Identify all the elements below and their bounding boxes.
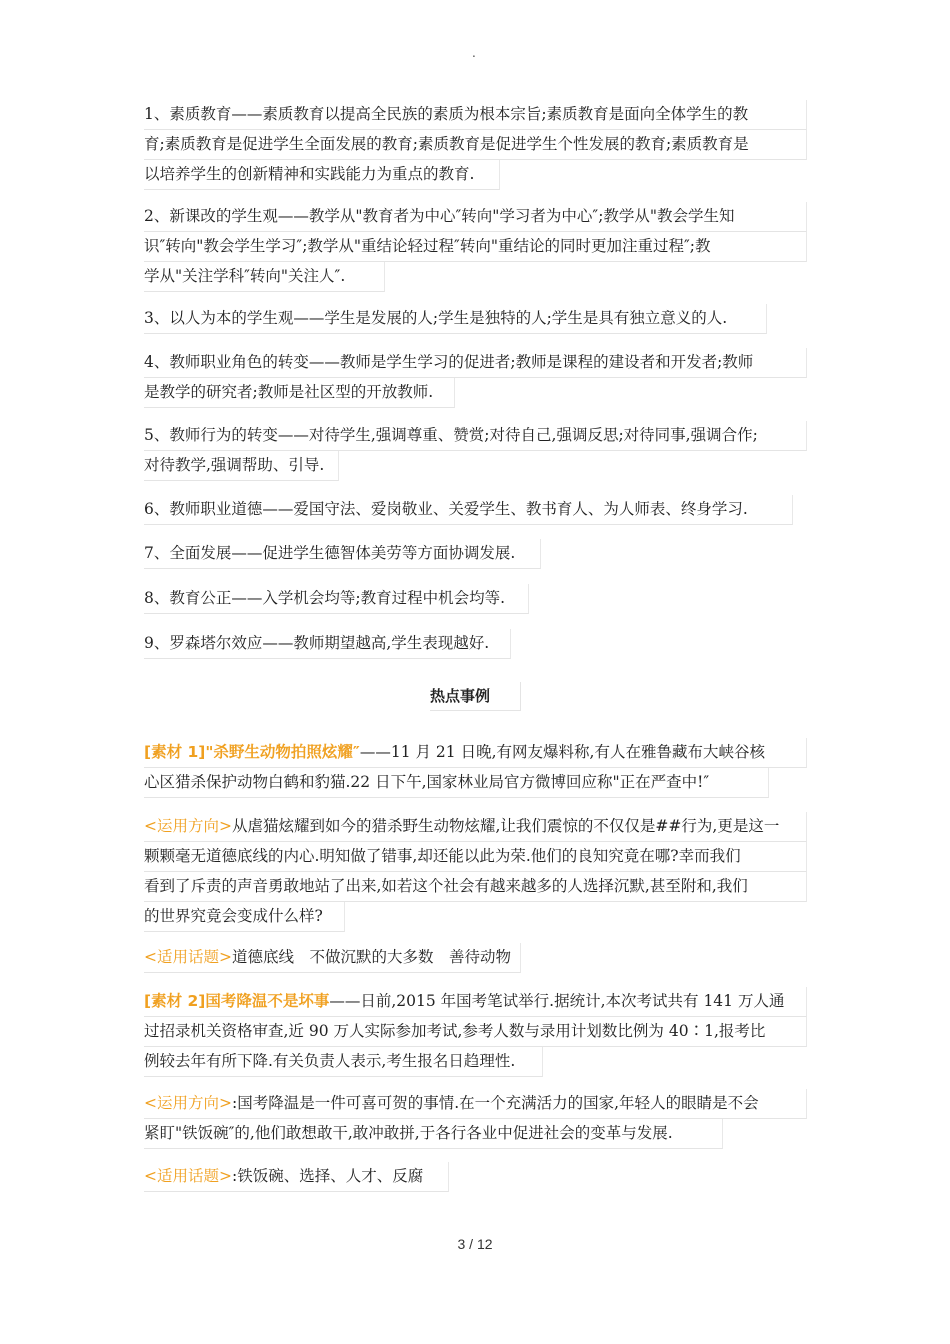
header-mark: . bbox=[472, 46, 476, 60]
item-4 bbox=[144, 348, 807, 408]
topics-text: 道德底线 不做沉默的大多数 善待动物 bbox=[231, 948, 511, 966]
direction-line: 紧盯"铁饭碗″的,他们敢想敢干,敢冲敢拼,于各行各业中促进社会的变革与发展. bbox=[144, 1119, 723, 1149]
material-2-topics bbox=[144, 1162, 807, 1192]
item-2-line: 学从"关注学科″转向"关注人″. bbox=[144, 262, 385, 292]
item-3-line: 3、以人为本的学生观——学生是发展的人;学生是独特的人;学生是具有独立意义的人. bbox=[144, 304, 767, 334]
topics-tag: <适用话题> bbox=[144, 948, 232, 966]
topics-text: :铁饭碗、选择、人才、反腐 bbox=[231, 1167, 424, 1185]
item-1-line: 1、素质教育——素质教育以提高全民族的素质为根本宗旨;素质教育是面向全体学生的教 bbox=[144, 100, 807, 130]
material-2-text: ——日前,2015 年国考笔试举行.据统计,本次考试共有 141 万人通 bbox=[329, 992, 785, 1010]
item-1-line: 育;素质教育是促进学生全面发展的教育;素质教育是促进学生个性发展的教育;素质教育是 bbox=[144, 130, 807, 160]
item-6-line: 6、教师职业道德——爱国守法、爱岗敬业、关爱学生、教书育人、为人师表、终身学习. bbox=[144, 495, 793, 525]
item-1-line: 以培养学生的创新精神和实践能力为重点的教育. bbox=[144, 160, 500, 190]
item-1 bbox=[144, 100, 807, 190]
item-9 bbox=[144, 629, 807, 659]
material-2-direction bbox=[144, 1089, 807, 1149]
item-8-line: 8、教育公正——入学机会均等;教育过程中机会均等. bbox=[144, 584, 529, 614]
material-2-line bbox=[144, 987, 807, 1017]
material-1-line: 心区猎杀保护动物白鹤和豹猫.22 日下午,国家林业局官方微博回应称"正在严查中!″ bbox=[144, 768, 769, 798]
item-7 bbox=[144, 539, 807, 569]
item-4-line: 是教学的研究者;教师是社区型的开放教师. bbox=[144, 378, 455, 408]
item-7-line: 7、全面发展——促进学生德智体美劳等方面协调发展. bbox=[144, 539, 541, 569]
direction-text: 从虐猫炫耀到如今的猎杀野生动物炫耀,让我们震惊的不仅仅是##行为,更是这一 bbox=[231, 817, 780, 835]
material-2-tag: [素材 2]国考降温不是坏事 bbox=[144, 992, 330, 1010]
item-6 bbox=[144, 495, 807, 525]
direction-line bbox=[144, 1089, 807, 1119]
material-1-line bbox=[144, 738, 807, 768]
material-2-line: 过招录机关资格审查,近 90 万人实际参加考试,参考人数与录用计划数比例为 40∶1,报考比 bbox=[144, 1017, 807, 1047]
direction-text: :国考降温是一件可喜可贺的事情.在一个充满活力的国家,年轻人的眼睛是不会 bbox=[231, 1094, 759, 1112]
material-1-direction bbox=[144, 812, 807, 932]
section-title: 热点事例 bbox=[430, 682, 521, 711]
material-1-text: ——11 月 21 日晚,有网友爆料称,有人在雅鲁藏布大峡谷核 bbox=[359, 743, 765, 761]
item-5 bbox=[144, 421, 807, 481]
direction-line: 的世界究竟会变成什么样? bbox=[144, 902, 345, 932]
item-2 bbox=[144, 202, 807, 292]
material-2 bbox=[144, 987, 807, 1077]
item-3 bbox=[144, 304, 807, 334]
page-number: 3 / 12 bbox=[457, 1236, 493, 1252]
item-2-line: 2、新课改的学生观——教学从"教育者为中心″转向"学习者为中心″;教学从"教会学生知 bbox=[144, 202, 807, 232]
item-2-line: 识″转向"教会学生学习″;教学从"重结论轻过程″转向"重结论的同时更加注重过程″;教 bbox=[144, 232, 807, 262]
direction-line bbox=[144, 812, 807, 842]
topics-line bbox=[144, 1162, 449, 1192]
material-1 bbox=[144, 738, 807, 798]
direction-line: 看到了斥责的声音勇敢地站了出来,如若这个社会有越来越多的人选择沉默,甚至附和,我们 bbox=[144, 872, 807, 902]
item-9-line: 9、罗森塔尔效应——教师期望越高,学生表现越好. bbox=[144, 629, 511, 659]
material-1-tag: [素材 1]"杀野生动物拍照炫耀″ bbox=[144, 743, 360, 761]
direction-line: 颗颗毫无道德底线的内心.明知做了错事,却还能以此为荣.他们的良知究竟在哪?幸而我们 bbox=[144, 842, 807, 872]
material-2-line: 例较去年有所下降.有关负责人表示,考生报名日趋理性. bbox=[144, 1047, 543, 1077]
item-5-line: 5、教师行为的转变——对待学生,强调尊重、赞赏;对待自己,强调反思;对待同事,强调合作; bbox=[144, 421, 807, 451]
direction-tag: <运用方向> bbox=[144, 817, 232, 835]
direction-tag: <运用方向> bbox=[144, 1094, 232, 1112]
material-1-topics bbox=[144, 943, 807, 973]
item-4-line: 4、教师职业角色的转变——教师是学生学习的促进者;教师是课程的建设者和开发者;教师 bbox=[144, 348, 807, 378]
topics-line bbox=[144, 943, 521, 973]
topics-tag: <适用话题> bbox=[144, 1167, 232, 1185]
item-5-line: 对待教学,强调帮助、引导. bbox=[144, 451, 339, 481]
item-8 bbox=[144, 584, 807, 614]
